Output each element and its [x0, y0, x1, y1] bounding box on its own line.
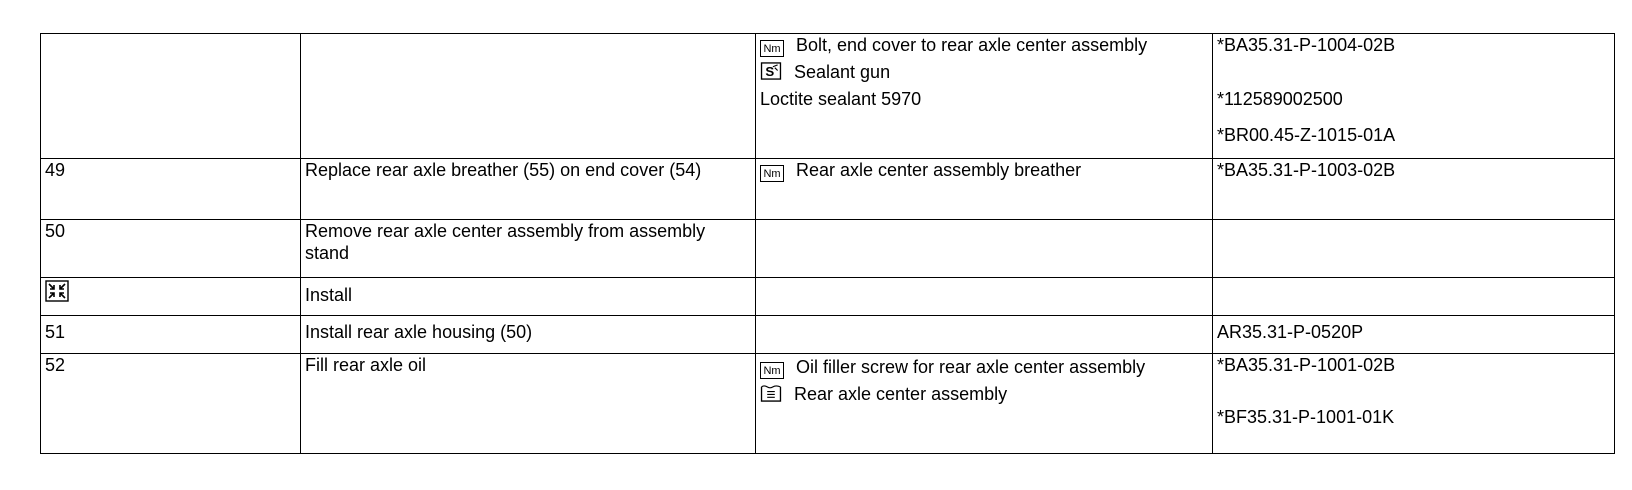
fluid-capacity-icon [760, 384, 782, 402]
operation-text: Install [301, 278, 756, 316]
table-row [41, 159, 1615, 220]
reference-cell [1213, 278, 1615, 316]
operation-text: Install rear axle housing (50) [301, 316, 756, 354]
table-row [41, 354, 1615, 454]
torque-icon: Nm [760, 165, 784, 182]
items-cell [756, 278, 1213, 316]
table-row [41, 34, 1615, 159]
reference-link[interactable]: *112589002500 [1217, 89, 1343, 109]
operation-cell [301, 34, 756, 159]
step-number: 52 [41, 354, 301, 454]
items-cell [756, 34, 1213, 159]
items-cell [756, 220, 1213, 278]
torque-icon: Nm [760, 40, 784, 57]
table-row [41, 220, 1615, 278]
table-row [41, 278, 1615, 316]
reference-cell [1213, 220, 1615, 278]
operation-text: Replace rear axle breather (55) on end cover (54) [301, 159, 756, 220]
operation-text: Remove rear axle center assembly from assembly stand [301, 220, 756, 278]
operation-text: Fill rear axle oil [301, 354, 756, 454]
torque-icon: Nm [760, 362, 784, 379]
items-cell [756, 159, 1213, 220]
list-item [760, 88, 1208, 110]
reference-cell [1213, 354, 1615, 454]
reference-link[interactable]: *BF35.31-P-1001-01K [1217, 407, 1395, 427]
reference-cell [1213, 159, 1615, 220]
list-item [760, 159, 1208, 182]
reference-link[interactable]: AR35.31-P-0520P [1217, 322, 1364, 342]
reference-cell [1213, 34, 1615, 159]
table-row [41, 316, 1615, 354]
item-text: Bolt, end cover to rear axle center assembly [796, 35, 1148, 55]
reference-link[interactable]: *BA35.31-P-1004-02B [1217, 35, 1396, 55]
item-text: Sealant gun [794, 62, 891, 82]
procedure-table [40, 33, 1615, 454]
items-cell [756, 354, 1213, 454]
step-number: 51 [41, 316, 301, 354]
items-cell [756, 316, 1213, 354]
step-number: 50 [41, 220, 301, 278]
list-item [760, 356, 1208, 379]
reference-link[interactable]: *BA35.31-P-1003-02B [1217, 160, 1396, 180]
reference-link[interactable]: *BR00.45-Z-1015-01A [1217, 125, 1396, 145]
item-text: Rear axle center assembly breather [796, 160, 1082, 180]
reference-cell [1213, 316, 1615, 354]
step-cell [41, 34, 301, 159]
list-item [760, 61, 1208, 83]
install-icon [45, 280, 69, 302]
step-number: 49 [41, 159, 301, 220]
list-item [760, 34, 1208, 57]
svg-text:S: S [765, 64, 775, 80]
step-cell [41, 278, 301, 316]
item-text: Rear axle center assembly [794, 384, 1008, 404]
sealant-gun-icon [760, 62, 782, 80]
reference-link[interactable]: *BA35.31-P-1001-02B [1217, 355, 1396, 375]
list-item [760, 383, 1208, 405]
item-text: Loctite sealant 5970 [760, 89, 922, 109]
item-text: Oil filler screw for rear axle center assembly [796, 357, 1146, 377]
